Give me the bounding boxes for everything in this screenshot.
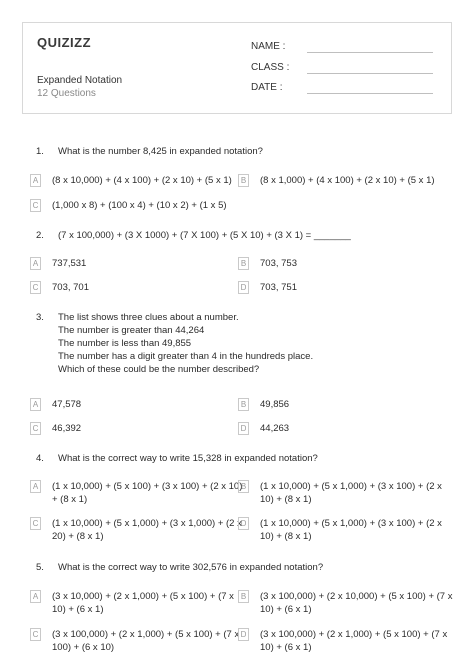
option-text: (8 x 10,000) + (4 x 100) + (2 x 10) + (5 x 1) [52,175,232,186]
worksheet-header [22,22,452,114]
date-line [307,93,433,94]
class-label: CLASS : [251,62,290,73]
option-text: (3 x 100,000) + (2 x 10,000) + (5 x 100) + (7 x 10) + (6 x 1) [260,591,453,615]
name-field [251,41,285,52]
question-number: 4. [36,453,44,464]
date-label: DATE : [251,82,283,93]
option-letter: B [238,590,249,603]
option-letter: C [30,628,41,641]
option-text: (8 x 1,000) + (4 x 100) + (2 x 10) + (5 x 1) [260,175,435,186]
option-text: 703, 701 [52,282,89,293]
question-line: The number is greater than 44,264 [58,325,205,336]
question-text: What is the correct way to write 302,576 in expanded notation? [58,562,324,573]
option-letter: D [238,422,249,435]
option-text: (3 x 100,000) + (2 x 1,000) + (5 x 100) + (7 x 10) + (6 x 1) [260,629,448,653]
worksheet-question-count: 12 Questions [37,88,96,99]
question-number: 3. [36,312,44,323]
worksheet-title: Expanded Notation [37,75,123,86]
option-letter: C [30,199,41,212]
question-line: The number is less than 49,855 [58,338,192,349]
option-letter: B [238,480,249,493]
option-letter: A [30,257,41,270]
option-text: (1 x 10,000) + (5 x 1,000) + (3 x 1,000) + (2 x 20) + (8 x 1) [52,518,242,542]
option-text: 737,531 [52,258,87,269]
option-text: 46,392 [52,423,82,434]
option-text: 47,578 [52,399,82,410]
question-number: 2. [36,230,44,241]
option-letter: A [30,480,41,493]
question-text: What is the number 8,425 in expanded notation? [58,146,263,157]
option-text: (1 x 10,000) + (5 x 100) + (3 x 100) + (2 x 10) + (8 x 1) [52,481,243,505]
option-text: 703, 751 [260,282,297,293]
question-text: (7 x 100,000) + (3 X 1000) + (7 X 100) + (5 X 10) + (3 X 1) = _______ [58,230,351,241]
option-text: 703, 753 [260,258,297,269]
option-letter: A [30,174,41,187]
option-letter: B [238,257,249,270]
option-letter: A [30,398,41,411]
option-letter: B [238,398,249,411]
option-text: (3 x 10,000) + (2 x 1,000) + (5 x 100) + (7 x 10) + (6 x 1) [52,591,234,615]
option-letter: A [30,590,41,603]
option-text: (1,000 x 8) + (100 x 4) + (10 x 2) + (1 x 5) [52,200,227,211]
date-field [251,82,282,93]
option-text: 44,263 [260,423,290,434]
option-letter: D [238,517,249,530]
question-number: 1. [36,146,44,157]
option-text: (3 x 100,000) + (2 x 1,000) + (5 x 100) + (7 x 100) + (6 x 10) [52,629,240,653]
name-line [307,52,433,53]
option-text: (1 x 10,000) + (5 x 1,000) + (3 x 100) + (2 x 10) + (8 x 1) [260,481,442,505]
question-number: 5. [36,562,44,573]
option-letter: B [238,174,249,187]
option-letter: D [238,281,249,294]
option-letter: C [30,517,41,530]
question-text: What is the correct way to write 15,328 in expanded notation? [58,453,318,464]
class-field [251,62,289,73]
quizizz-logo: QUIZIZZ [37,35,92,50]
class-line [307,73,433,74]
option-text: 49,856 [260,399,290,410]
option-letter: C [30,422,41,435]
option-letter: D [238,628,249,641]
question-line: The number has a digit greater than 4 in the hundreds place. [58,351,314,362]
option-text: (1 x 10,000) + (5 x 1,000) + (3 x 100) + (2 x 10) + (8 x 1) [260,518,442,542]
option-letter: C [30,281,41,294]
question-line: Which of these could be the number described? [58,364,260,375]
name-label: NAME : [251,41,286,52]
question-line: The list shows three clues about a number. [58,312,239,323]
